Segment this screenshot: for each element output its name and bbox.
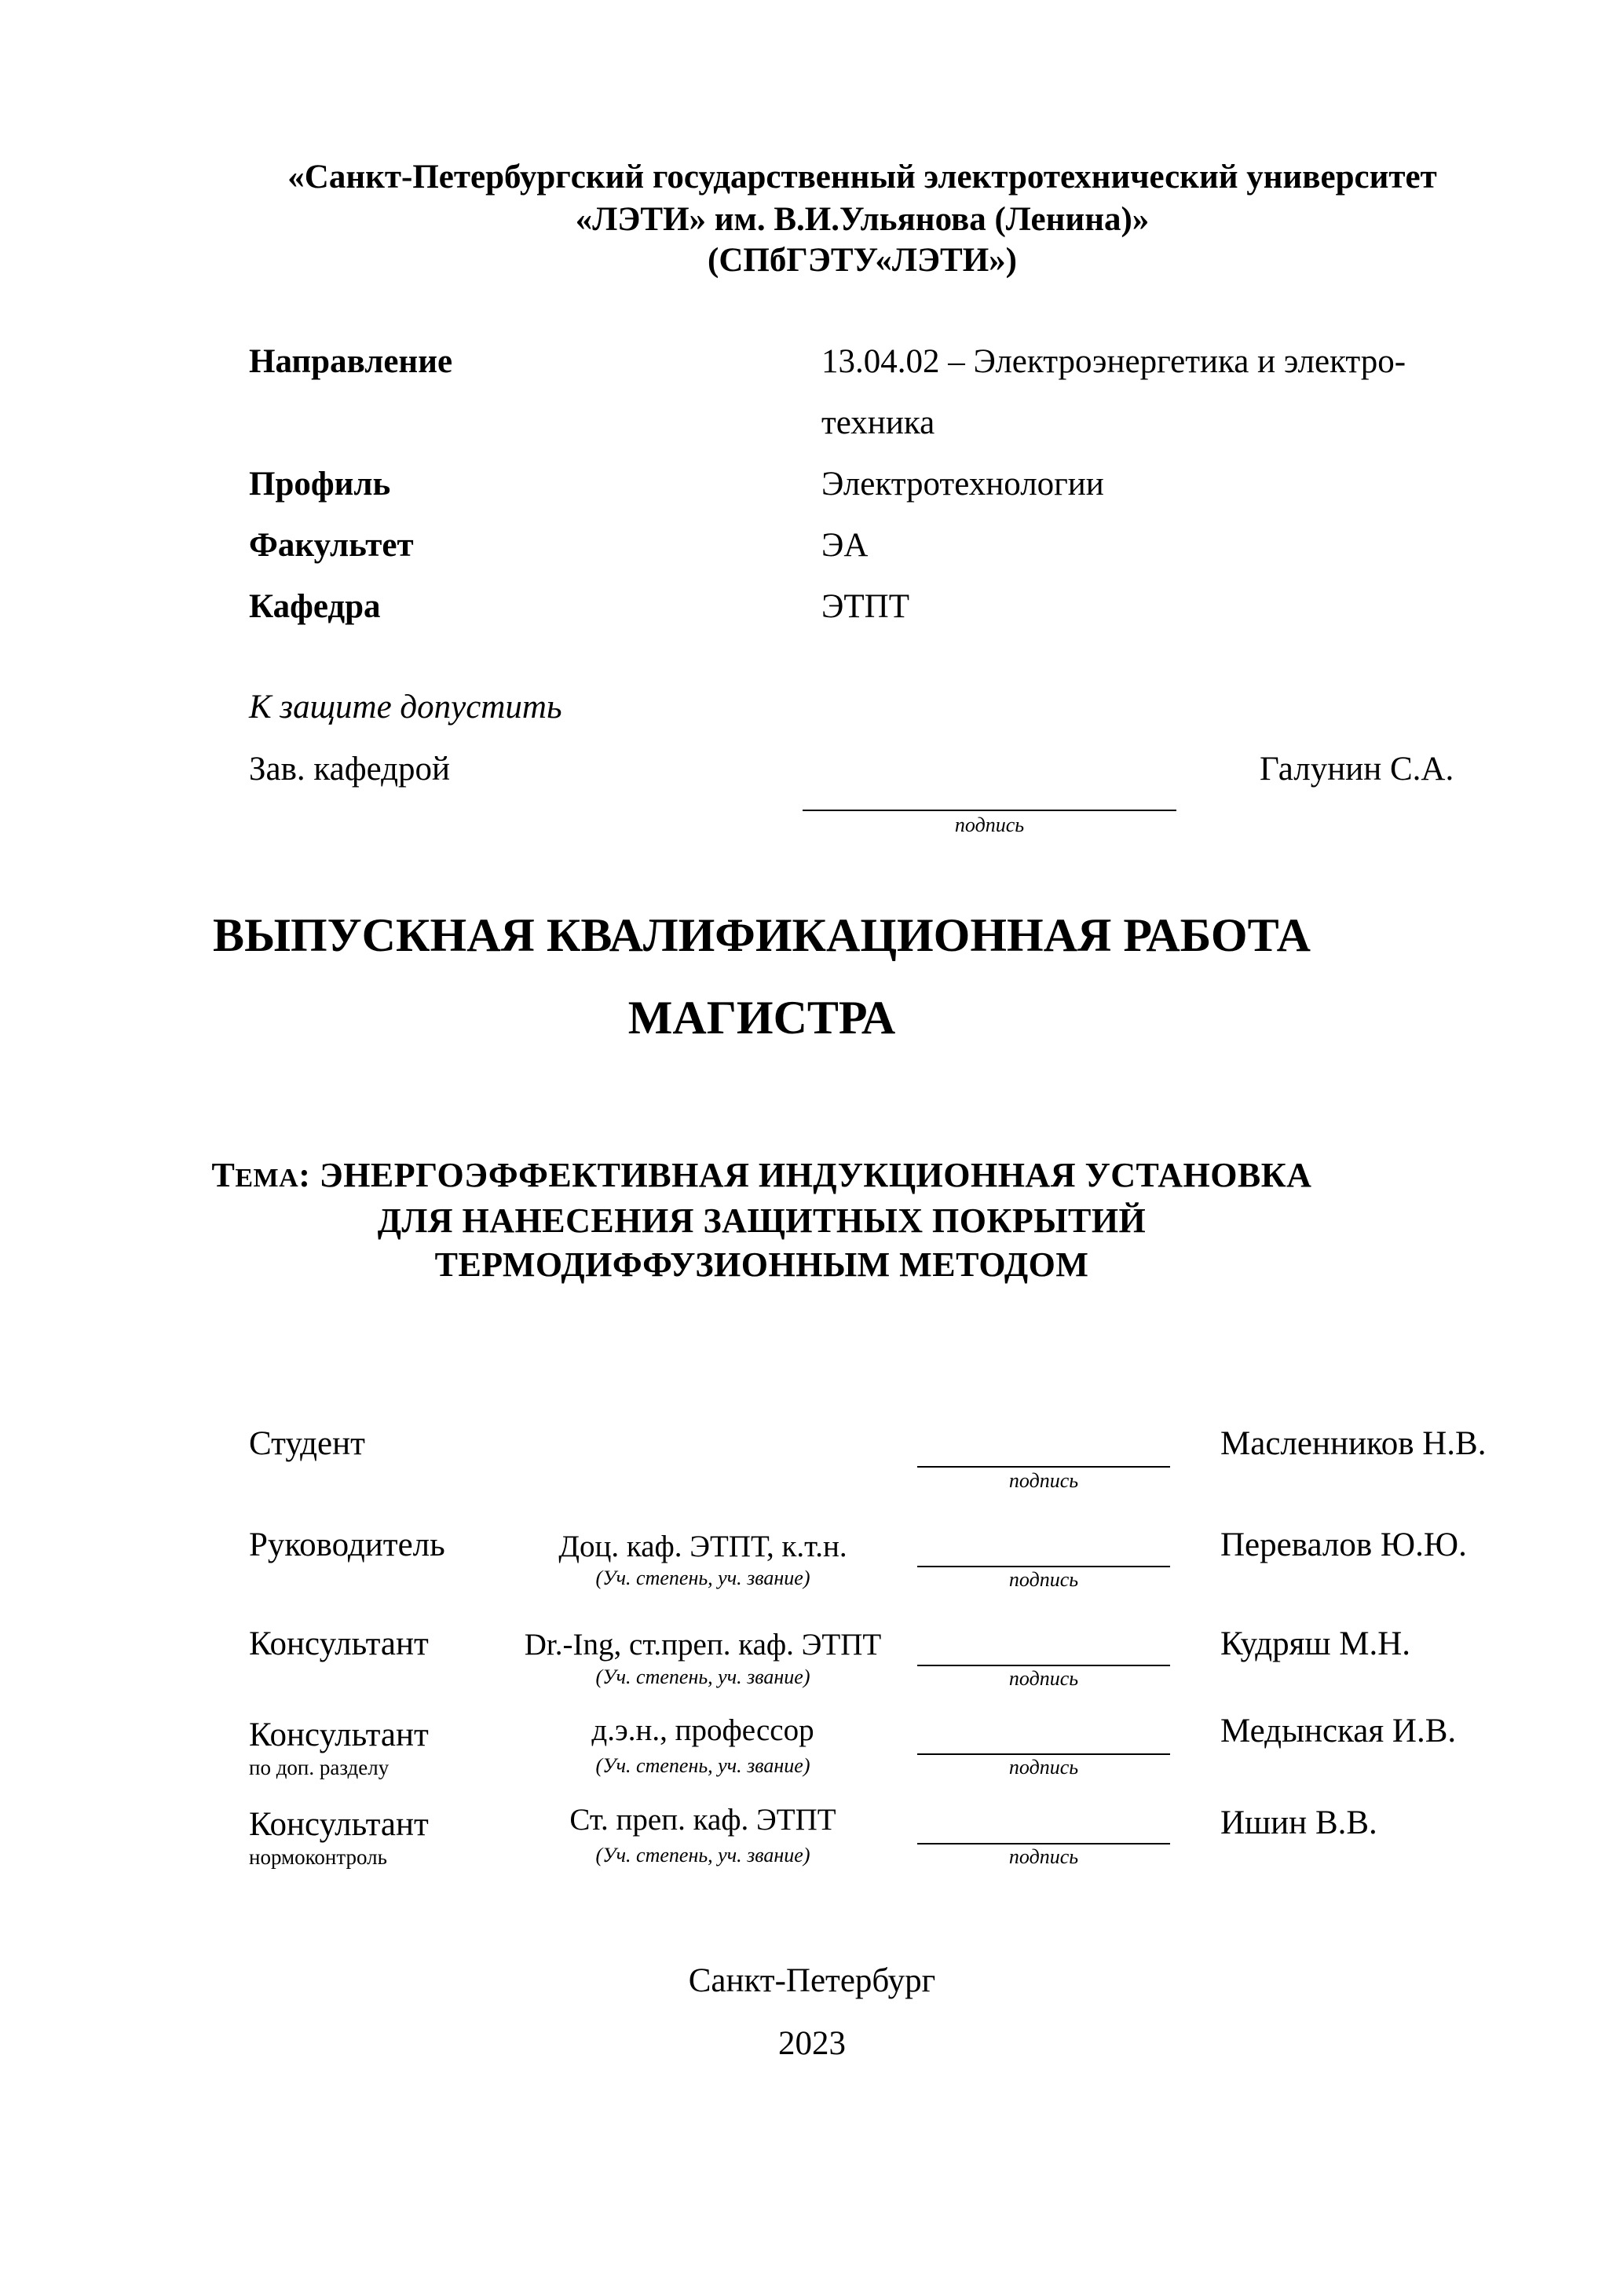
work-title-line-2: МАГИСТРА bbox=[627, 992, 896, 1044]
city: Санкт-Петербург bbox=[688, 1962, 936, 1999]
academic-rank-caption: (Уч. степень, уч. звание) bbox=[595, 1754, 810, 1777]
academic-rank-caption: (Уч. степень, уч. звание) bbox=[595, 1567, 810, 1589]
faculty-value: ЭА bbox=[821, 527, 869, 564]
signature-caption: подпись bbox=[1008, 1469, 1079, 1492]
signature-line bbox=[917, 1843, 1170, 1844]
theme-line-3: ТЕРМОДИФФУЗИОННЫМ МЕТОДОМ bbox=[434, 1245, 1089, 1284]
academic-rank-caption: (Уч. степень, уч. звание) bbox=[595, 1844, 810, 1866]
year: 2023 bbox=[778, 2025, 846, 2062]
academic-rank: Доц. каф. ЭТПТ, к.т.н. bbox=[558, 1530, 847, 1563]
signature-line bbox=[917, 1753, 1170, 1755]
department-value: ЭТПТ bbox=[821, 588, 909, 625]
signature-role-subtitle: нормоконтроль bbox=[249, 1845, 387, 1869]
admit-to-defense: К защите допустить bbox=[249, 689, 562, 726]
signature-role: Консультант bbox=[249, 1806, 429, 1843]
head-of-department-name: Галунин С.А. bbox=[1260, 751, 1454, 788]
theme-line-2: ДЛЯ НАНЕСЕНИЯ ЗАЩИТНЫХ ПОКРЫТИЙ bbox=[377, 1201, 1147, 1240]
head-signature-caption: подпись bbox=[954, 813, 1025, 836]
university-abbreviation: (СПбГЭТУ«ЛЭТИ») bbox=[708, 242, 1017, 279]
signatory-name: Ишин В.В. bbox=[1220, 1804, 1377, 1841]
signatory-name: Медынская И.В. bbox=[1220, 1713, 1457, 1749]
theme-text-line-1: ЭНЕРГОЭФФЕКТИВНАЯ ИНДУКЦИОННАЯ УСТАНОВКА bbox=[319, 1156, 1312, 1194]
university-name-line-1: «Санкт-Петербургский государственный электротехнический университет bbox=[287, 159, 1437, 196]
faculty-label: Факультет bbox=[249, 527, 414, 564]
department-label: Кафедра bbox=[249, 588, 381, 625]
direction-value-line-2: техника bbox=[821, 404, 935, 441]
signature-caption: подпись bbox=[1008, 1568, 1079, 1591]
head-signature-line bbox=[803, 810, 1176, 811]
academic-rank: Dr.-Ing, ст.преп. каф. ЭТПТ bbox=[524, 1628, 882, 1662]
direction-value-line-1: 13.04.02 – Электроэнергетика и электро- bbox=[821, 343, 1406, 380]
head-of-department-label: Зав. кафедрой bbox=[249, 751, 451, 788]
signature-caption: подпись bbox=[1008, 1756, 1079, 1779]
signatory-name: Масленников Н.В. bbox=[1220, 1425, 1487, 1462]
signatory-name: Перевалов Ю.Ю. bbox=[1220, 1526, 1467, 1563]
signature-line bbox=[917, 1665, 1170, 1666]
signatory-name: Кудряш М.Н. bbox=[1220, 1625, 1411, 1662]
signature-line bbox=[917, 1566, 1170, 1567]
signature-role: Руководитель bbox=[249, 1526, 445, 1563]
signature-role: Консультант bbox=[249, 1625, 429, 1662]
signature-caption: подпись bbox=[1008, 1667, 1079, 1690]
profile-value: Электротехнологии bbox=[821, 466, 1104, 503]
signature-role: Консультант bbox=[249, 1717, 429, 1753]
academic-rank: д.э.н., профессор bbox=[591, 1713, 814, 1747]
theme-prefix: ТЕМА: bbox=[211, 1156, 311, 1194]
academic-rank-caption: (Уч. степень, уч. звание) bbox=[595, 1665, 810, 1688]
theme-line-1 bbox=[0, 1153, 1602, 1201]
direction-label: Направление bbox=[249, 343, 453, 380]
signature-line bbox=[917, 1466, 1170, 1468]
university-name-line-2: «ЛЭТИ» им. В.И.Ульянова (Ленина)» bbox=[575, 201, 1150, 238]
academic-rank: Ст. преп. каф. ЭТПТ bbox=[569, 1803, 836, 1837]
profile-label: Профиль bbox=[249, 466, 391, 503]
signature-role: Студент bbox=[249, 1425, 365, 1462]
signature-caption: подпись bbox=[1008, 1845, 1079, 1868]
signature-role-subtitle: по доп. разделу bbox=[249, 1756, 390, 1779]
work-title-line-1: ВЫПУСКНАЯ КВАЛИФИКАЦИОННАЯ РАБОТА bbox=[213, 909, 1311, 961]
